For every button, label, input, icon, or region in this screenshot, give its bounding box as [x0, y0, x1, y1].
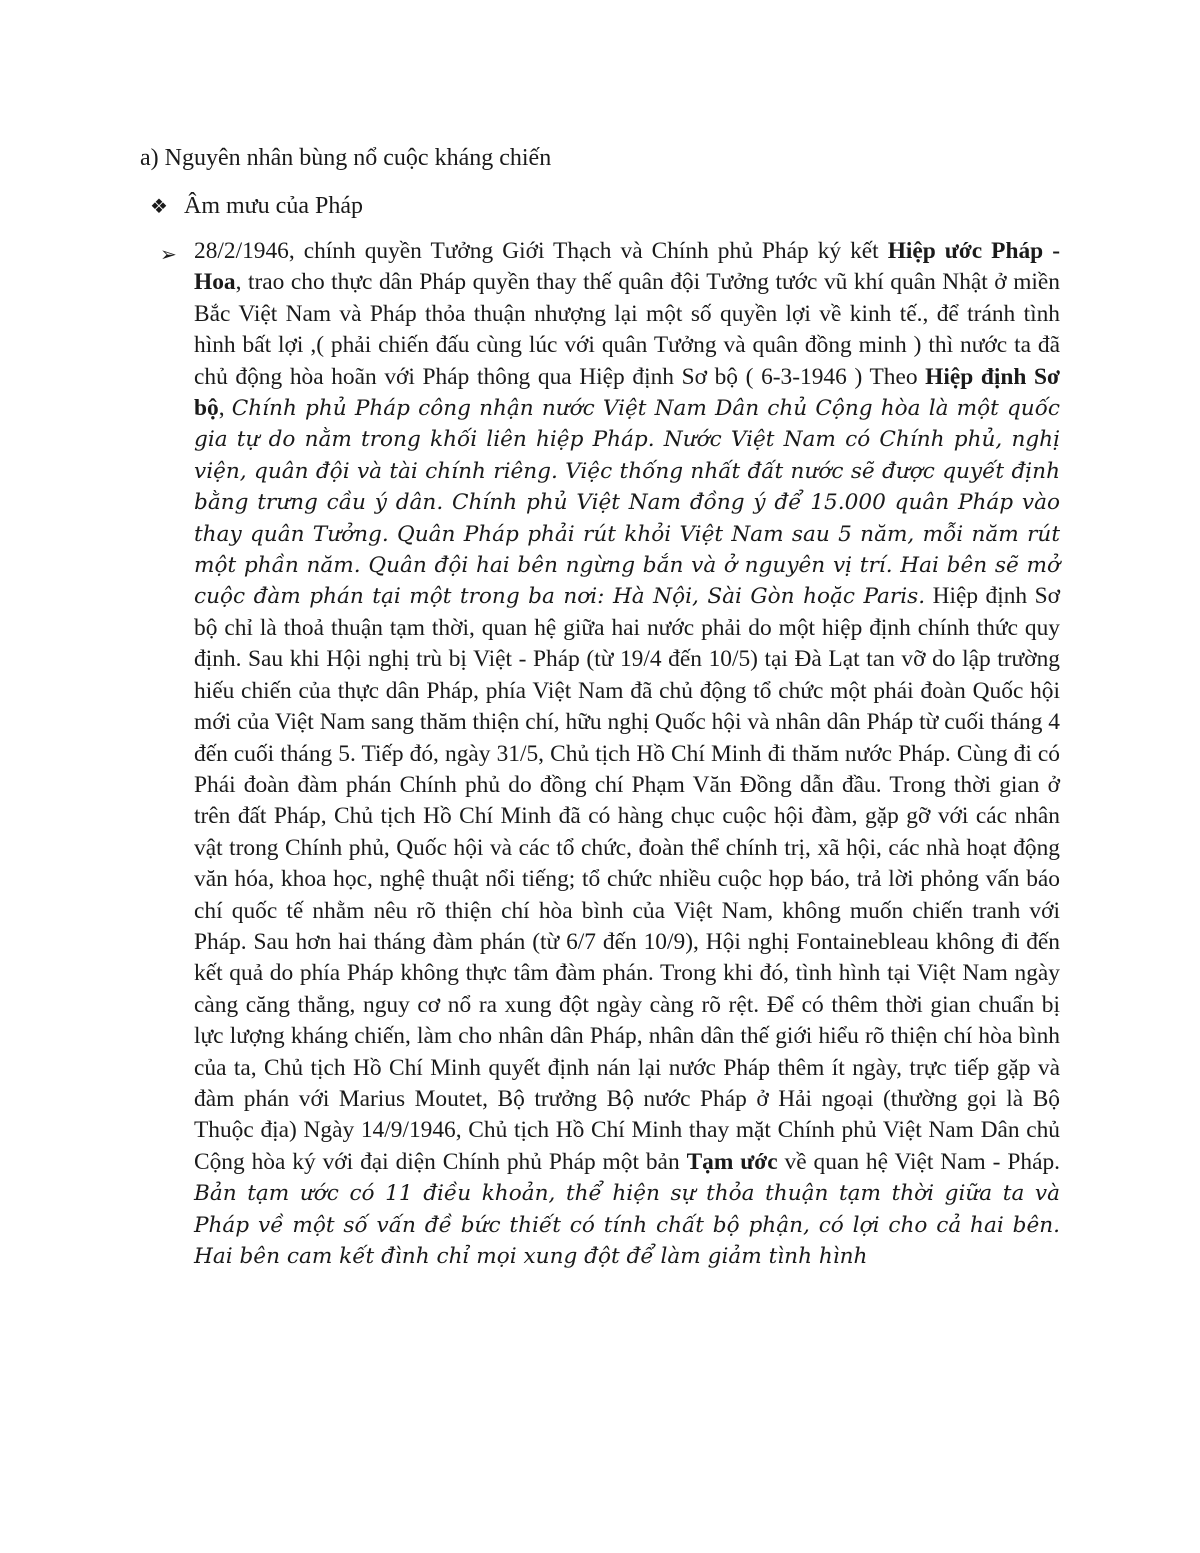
paragraph-text: 28/2/1946, chính quyền Tưởng Giới Thạch và Chính phủ Pháp ký kết [194, 238, 888, 264]
paragraph-text: về quan hệ Việt Nam - Pháp. [777, 1148, 1061, 1175]
body-paragraph [194, 236, 1060, 1272]
paragraph-bold-text: Tạm ước [686, 1148, 778, 1175]
diamond-bullet-icon: ❖ [150, 194, 168, 218]
paragraph-text: , trao cho thực dân Pháp quyền thay thế quân đội Tưởng tước vũ khí quân Nhật ở miền Bắc Việt Nam và Pháp thỏa thuận nhượng lại một số quyền lợi về kinh tế., để tránh tình hình bất lợi ,( phải chiến đấu cùng lúc với quân Tưởng và quân đồng minh ) thì nước ta đã chủ động hòa hoãn với Pháp thông qua Hiệp định Sơ bộ ( 6-3-1946 ) Theo [194, 269, 1060, 390]
paragraph-bold-text: Hiệp định Sơ bộ [194, 363, 1060, 422]
subsection-heading-text: Âm mưu của Pháp [184, 193, 363, 219]
section-heading: a) Nguyên nhân bùng nổ cuộc kháng chiến [140, 145, 552, 171]
bullet-item [160, 236, 1060, 1272]
paragraph-italic-text: Bản tạm ước có 11 điều khoản, thể hiện sự thỏa thuận tạm thời giữa ta và Pháp về một số vấn đề bức thiết có tính chất bộ phận, có lợi cho cả hai bên. Hai bên cam kết đình chỉ mọi xung đột để làm giảm tình hình [194, 1181, 1060, 1269]
paragraph-text: , [218, 395, 232, 422]
paragraph-text: Hiệp định Sơ bộ chỉ là thoả thuận tạm thời, quan hệ giữa hai nước phải do một hiệp định chính thức quy định. Sau khi Hội nghị trù bị Việt - Pháp (từ 19/4 đến 10/5) tại Đà Lạt tan vỡ do lập trường hiếu chiến của thực dân Pháp, phía Việt Nam đã chủ động tổ chức một phái đoàn Quốc hội mới của Việt Nam sang thăm thiện chí, hữu nghị Quốc hội và nhân dân Pháp từ cuối tháng 4 đến cuối tháng 5. Tiếp đó, ngày 31/5, Chủ tịch Hồ Chí Minh đi thăm nước Pháp. Cùng đi có Phái đoàn đàm phán Chính phủ do đồng chí Phạm Văn Đồng dẫn đầu. Trong thời gian ở trên đất Pháp, Chủ tịch Hồ Chí Minh đã có hàng chục cuộc hội đàm, gặp gỡ với các nhân vật trong Chính phủ, Quốc hội và các tổ chức, đoàn thể chính trị, xã hội, các nhà hoạt động văn hóa, khoa học, nghệ thuật nổi tiếng; tổ chức nhiều cuộc họp báo, trả lời phỏng vấn báo chí quốc tế nhằm nêu rõ thiện chí hòa bình của Việt Nam, không muốn chiến tranh với Pháp. Sau hơn hai tháng đàm phán (từ 6/7 đến 10/9), Hội nghị Fontainebleau không đi đến kết quả do phía Pháp không thực tâm đàm phán. Trong khi đó, tình hình tại Việt Nam ngày càng căng thẳng, nguy cơ nổ ra xung đột ngày càng rõ rệt. Để có thêm thời gian chuẩn bị lực lượng kháng chiến, làm cho nhân dân Pháp, nhân dân thế giới hiểu rõ thiện chí hòa bình của ta, Chủ tịch Hồ Chí Minh quyết định nán lại nước Pháp thêm ít ngày, trực tiếp gặp và đàm phán với Marius Moutet, Bộ trưởng Bộ nước Pháp ở Hải ngoại (thường gọi là Bộ Thuộc địa) Ngày 14/9/1946, Chủ tịch Hồ Chí Minh thay mặt Chính phủ Việt Nam Dân chủ Cộng hòa ký với đại diện Chính phủ Pháp một bản [194, 583, 1060, 1175]
paragraph-italic-text: Chính phủ Pháp công nhận nước Việt Nam Dân chủ Cộng hòa là một quốc gia tự do nằm trong khối liên hiệp Pháp. Nước Việt Nam có Chính phủ, nghị viện, quân đội và tài chính riêng. Việc thống nhất đất nước sẽ được quyết định bằng trưng cầu ý dân. Chính phủ Việt Nam đồng ý để 15.000 quân Pháp vào thay quân Tưởng. Quân Pháp phải rút khỏi Việt Nam sau 5 năm, mỗi năm rút một phần năm. Quân đội hai bên ngừng bắn và ở nguyên vị trí. Hai bên sẽ mở cuộc đàm phán tại một trong ba nơi: Hà Nội, Sài Gòn hoặc Paris. [194, 396, 1060, 610]
arrow-bullet-icon: ➢ [160, 242, 177, 266]
paragraph-bold-text: Hiệp ước Pháp - Hoa [194, 238, 1060, 296]
subsection-heading [150, 190, 363, 222]
